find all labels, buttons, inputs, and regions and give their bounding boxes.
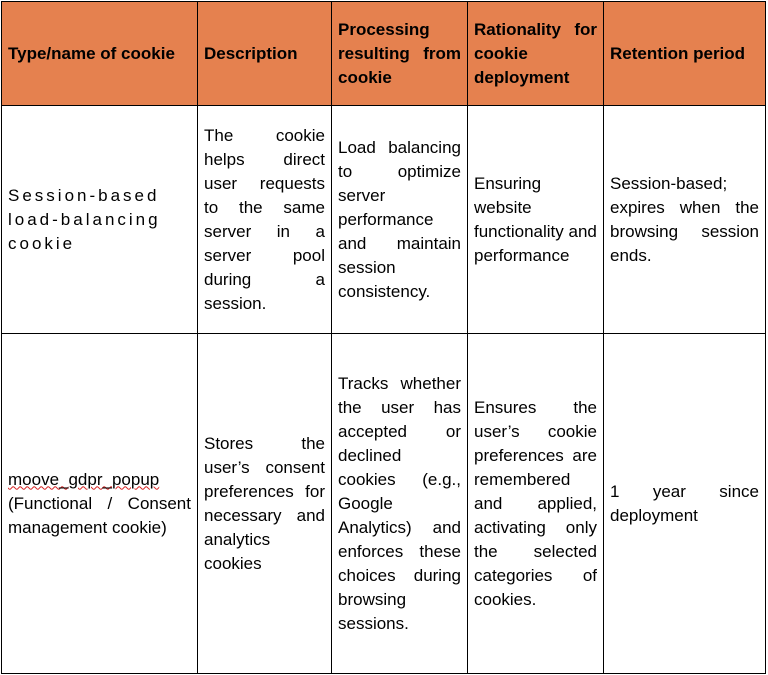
cookie-name: moove_gdpr_popup [8,469,160,489]
cell-rationality: Ensuring website functionality and performance [468,106,604,334]
header-rationality: Rationality for cookie deployment [468,2,604,106]
cell-description: The cookie helps direct user requests to the same server in a server pool during a session. [198,106,332,334]
cell-processing: Load balancing to optimize server performance and maintain session consistency. [332,106,468,334]
cell-description: Stores the user’s consent preferences for necessary and analytics cookies [198,334,332,674]
cell-type: Session-based load-balancing cookie [2,106,198,334]
header-type: Type/name of cookie [2,2,198,106]
cookie-table [1,1,766,674]
header-retention: Retention period [604,2,766,106]
cell-retention: Session-based; expires when the browsing session ends. [604,106,766,334]
header-processing: Processing resulting from cookie [332,2,468,106]
header-row [2,2,766,106]
cell-type [2,334,198,674]
cookie-category: (Functional / Consent management cookie) [8,493,191,537]
cell-retention: 1 year since deployment [604,334,766,674]
cell-processing: Tracks whether the user has accepted or declined cookies (e.g., Google Analytics) and enforces these choices during browsing sessions. [332,334,468,674]
table-row [2,106,766,334]
cell-rationality: Ensures the user’s cookie preferences are remembered and applied, activating only the selected categories of cookies. [468,334,604,674]
header-description: Description [198,2,332,106]
table-row [2,334,766,674]
